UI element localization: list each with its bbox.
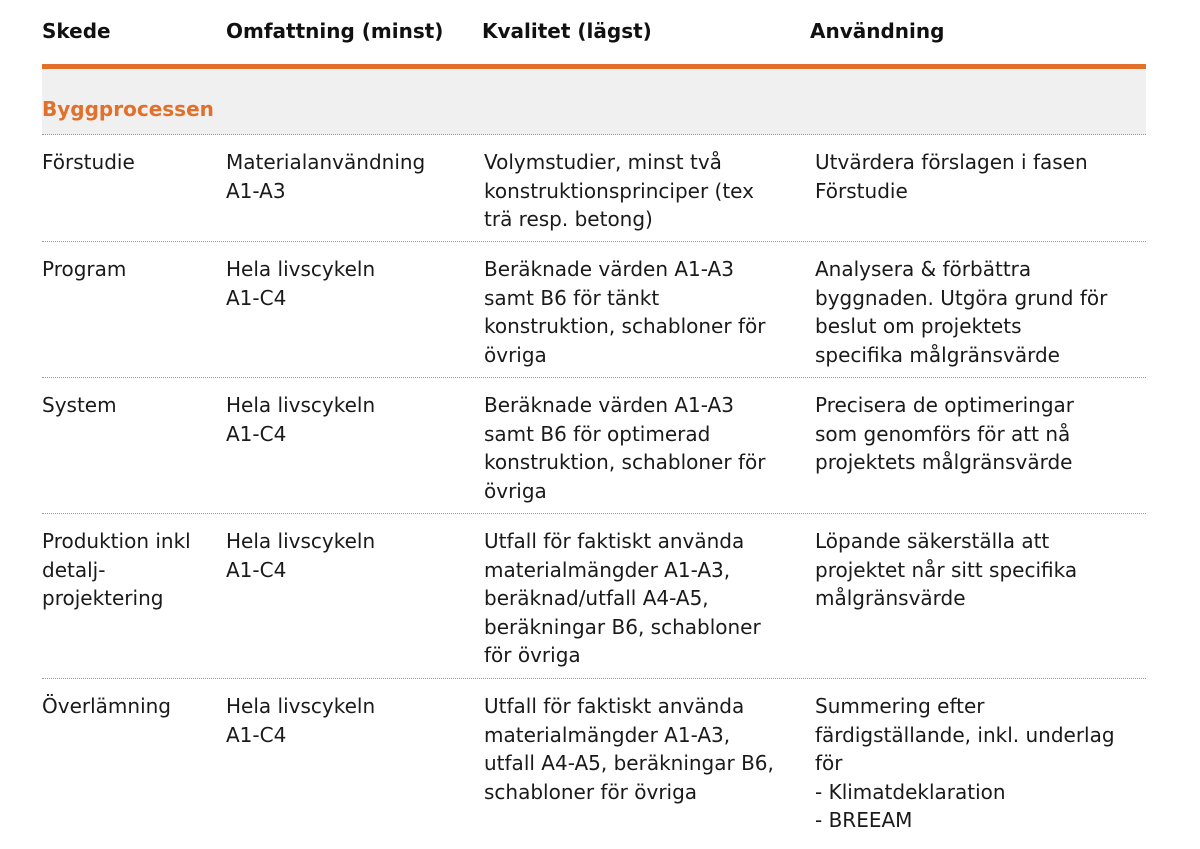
header-anvandning: Användning <box>810 19 945 43</box>
cell-anvandning: Summering efter färdigställande, inkl. underlag för - Klimatdeklaration - BREEAM <box>815 694 1115 832</box>
group-label: Byggprocessen <box>42 97 214 121</box>
cell-kvalitet: Volymstudier, minst två konstruktionsprinciper (tex trä resp. betong) <box>484 150 754 231</box>
table-row <box>42 135 1146 242</box>
cell-omfattning: Hela livscykeln A1-C4 <box>226 393 376 446</box>
group-row <box>42 69 1146 135</box>
table-row <box>42 242 1146 378</box>
cell-kvalitet: Utfall för faktiskt använda materialmängder A1-A3, utfall A4-A5, beräkningar B6, schabloner för övriga <box>484 694 774 804</box>
cell-skede: Överlämning <box>42 694 172 718</box>
header-skede: Skede <box>42 19 111 43</box>
cell-kvalitet: Beräknade värden A1-A3 samt B6 för optimerad konstruktion, schabloner för övriga <box>484 393 766 503</box>
header-kvalitet: Kvalitet (lägst) <box>482 19 652 43</box>
table-row <box>42 679 1146 849</box>
cell-kvalitet: Utfall för faktiskt använda materialmängder A1-A3, beräknad/utfall A4-A5, beräkningar B6, schabloner för övriga <box>484 529 761 667</box>
cell-skede: Produktion inkl detalj- projektering <box>42 529 191 610</box>
cell-anvandning: Analysera & förbättra byggnaden. Utgöra grund för beslut om projektets specifika målgränsvärde <box>815 257 1108 367</box>
cell-anvandning: Utvärdera förslagen i fasen Förstudie <box>815 150 1088 203</box>
table-row <box>42 514 1146 679</box>
lifecycle-table <box>42 0 1146 849</box>
cell-omfattning: Materialanvändning A1-A3 <box>226 150 426 203</box>
table-header-row <box>42 0 1146 64</box>
cell-omfattning: Hela livscykeln A1-C4 <box>226 257 376 310</box>
table-row <box>42 378 1146 514</box>
cell-skede: Förstudie <box>42 150 135 174</box>
cell-skede: System <box>42 393 117 417</box>
cell-anvandning: Precisera de optimeringar som genomförs för att nå projektets målgränsvärde <box>815 393 1075 474</box>
cell-skede: Program <box>42 257 127 281</box>
cell-kvalitet: Beräknade värden A1-A3 samt B6 för tänkt konstruktion, schabloner för övriga <box>484 257 766 367</box>
cell-anvandning: Löpande säkerställa att projektet når sitt specifika målgränsvärde <box>815 529 1078 610</box>
header-omfattning: Omfattning (minst) <box>226 19 444 43</box>
cell-omfattning: Hela livscykeln A1-C4 <box>226 694 376 747</box>
cell-omfattning: Hela livscykeln A1-C4 <box>226 529 376 582</box>
